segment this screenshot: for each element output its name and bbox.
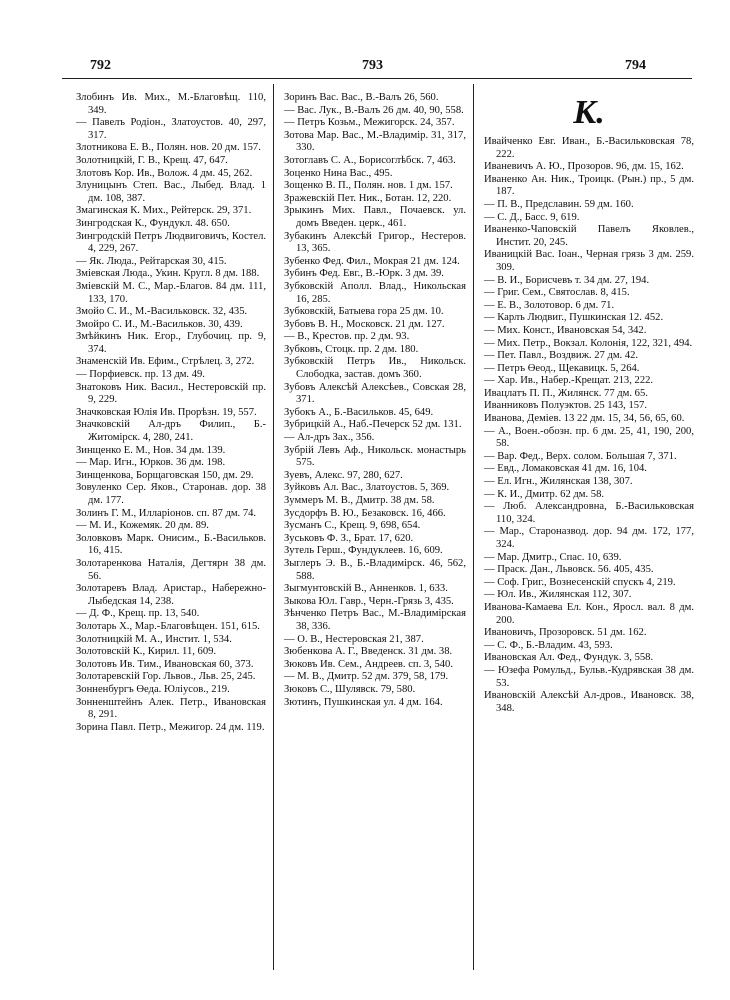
directory-entry: Золовковъ Марк. Онисим., Б.-Васильков. 16, 415.	[76, 532, 266, 557]
directory-entry: Зрыкинъ Мих. Павл., Почаевск. ул. домъ Введен. церк., 461.	[284, 205, 466, 229]
column-divider-2	[473, 84, 474, 970]
directory-entry: Золотницкій М. А., Инстит. 1, 534.	[76, 633, 232, 645]
directory-entry: Зоринъ Вас. Вас., В.-Валъ 26, 560.	[284, 92, 439, 103]
directory-entry: Злобинъ Ив. Мих., М.-Благовѣщ. 110, 349.	[76, 92, 266, 116]
directory-entry: Зѣнченко Петръ Вас., М.-Владимірская 38, 336.	[284, 608, 466, 632]
directory-entry: Змагинская К. Мих., Рейтерск. 29, 371.	[76, 205, 252, 217]
directory-entry: Иваненко-Чаповскій Павелъ Яковлев., Инстит. 20, 245.	[484, 224, 694, 248]
directory-entry: — Люб. Александровна, Б.-Васильковская 110, 324.	[484, 501, 694, 525]
directory-entry: Ивановскій Алексѣй Ал-дров., Ивановск. 38, 348.	[484, 690, 694, 714]
directory-entry: Золотницкій, Г. В., Крещ. 47, 647.	[76, 154, 228, 166]
directory-entry: Зубенко Фед. Фил., Мокрая 21 дм. 124.	[284, 255, 460, 267]
directory-entry: — Порфиевск. пр. 13 дм. 49.	[76, 369, 205, 381]
directory-entry: Зюковъ Ив. Сем., Андреев. сп. 3, 540.	[284, 658, 453, 670]
directory-entry: Зотоглавъ С. А., Борисоглѣбск. 7, 463.	[284, 154, 456, 166]
directory-entry: Значковскій Ал-дръ Филип., Б.-Житомірск. 4, 280, 241.	[76, 419, 266, 444]
directory-entry: — Мих. Конст., Ивановская 54, 342.	[484, 324, 647, 336]
directory-entry: — Вас. Лук., В.-Валъ 26 дм. 40, 90, 558.	[284, 104, 464, 116]
directory-entry: — Е. В., Золотовор. 6 дм. 71.	[484, 299, 615, 311]
directory-entry: Зубовъ Алексѣй Алексѣев., Совская 28, 371.	[284, 381, 466, 406]
directory-entry: Зражевскій Пет. Ник., Ботан. 12, 220.	[284, 192, 452, 204]
directory-entry: Золотаревскій Гор. Львов., Льв. 25, 245.	[76, 671, 256, 683]
directory-entry: — М. И., Кожемяк. 20 дм. 89.	[76, 520, 209, 532]
directory-entry: — Ал-дръ Зах., 356.	[284, 432, 375, 444]
directory-entry: Зюбенкова А. Г., Введенск. 31 дм. 38.	[284, 646, 453, 658]
directory-entry: Иванниковъ Полуэктов. 25 143, 157.	[484, 400, 647, 412]
directory-entry: — Мих. Петр., Вокзал. Колонія, 122, 321, 494.	[484, 337, 693, 349]
directory-entry: Значковская Юлія Ив. Прорѣзн. 19, 557.	[76, 406, 257, 418]
directory-entry: Зовуленко Сер. Яков., Старонав. дор. 38 дм. 177.	[76, 482, 266, 506]
column-center	[284, 92, 466, 709]
directory-entry: — П. В., Предславин. 59 дм. 160.	[484, 198, 634, 210]
directory-entry: Зусманъ С., Крещ. 9, 698, 654.	[284, 520, 421, 532]
directory-entry: — Евд., Ломаковская 41 дм. 16, 104.	[484, 463, 647, 475]
directory-entry: Знаменскій Ив. Ефим., Стрѣлец. 3, 272.	[76, 356, 255, 368]
directory-entry: Зинщенко Е. М., Нов. 34 дм. 139.	[76, 444, 226, 456]
directory-entry: — Юл. Ив., Жилянская 112, 307.	[484, 589, 632, 601]
directory-entry: Золинъ Г. М., Илларіонов. сп. 87 дм. 74.	[76, 507, 257, 519]
header-rule	[62, 78, 692, 79]
directory-entry: Зонненштейнъ Алек. Петр., Ивановская 8, 291.	[76, 696, 266, 721]
directory-entry: — В., Крестов. пр. 2 дм. 93.	[284, 331, 410, 343]
directory-entry: — Карлъ Людвиг., Пушкинская 12. 452.	[484, 312, 664, 324]
directory-entry: Золотарь Х., Мар.-Благовѣщен. 151, 615.	[76, 620, 260, 632]
directory-entry: — С. Ф., Б.-Владим. 43, 593.	[484, 639, 613, 651]
directory-entry: — К. И., Дмитр. 62 дм. 58.	[484, 488, 605, 500]
directory-entry: Злотникова Е. В., Полян. нов. 20 дм. 157.	[76, 142, 261, 154]
directory-entry: Зуськовъ Ф. З., Брат. 17, 620.	[284, 532, 414, 544]
directory-entry: — Ел. Игн., Жилянская 138, 307.	[484, 476, 633, 488]
directory-entry: — О. В., Нестеровская 21, 387.	[284, 633, 424, 645]
directory-entry: Зютинъ, Пушкинская ул. 4 дм. 164.	[284, 696, 443, 708]
directory-entry: — С. Д., Басс. 9, 619.	[484, 211, 580, 223]
directory-entry: Зюковъ С., Шулявск. 79, 580.	[284, 683, 416, 695]
directory-entry: — Праск. Дан., Львовск. 56. 405, 435.	[484, 564, 654, 576]
page-number-right: 794	[625, 58, 646, 73]
directory-entry: Ивановичъ, Прозоровск. 51 дм. 162.	[484, 627, 647, 639]
directory-entry: — М. В., Дмитр. 52 дм. 379, 58, 179.	[284, 671, 449, 683]
directory-entry: Золотаревъ Влад. Аристар., Набережно-Лыбедская 14, 238.	[76, 583, 266, 607]
directory-entry: — Пет. Павл., Воздвиж. 27 дм. 42.	[484, 350, 639, 362]
directory-entry: Золотовъ Ив. Тим., Ивановская 60, 373.	[76, 658, 254, 670]
directory-entry: Зубрій Левъ Аф., Никольск. монастырь 575.	[284, 444, 466, 469]
directory-entry: Зоценко Нина Вас., 495.	[284, 167, 393, 179]
directory-entry: Зубковъ, Стоцк. пр. 2 дм. 180.	[284, 343, 419, 355]
directory-entry: Зыгмунтовскій В., Анненков. 1, 633.	[284, 583, 448, 595]
directory-entry: Зубокъ А., Б.-Васильков. 45, 649.	[284, 406, 434, 418]
directory-entry: Зусдорфъ В. Ю., Безаковск. 16, 466.	[284, 507, 446, 519]
column-right	[484, 92, 694, 715]
directory-entry: — Мар. Игн., Юрков. 36 дм. 198.	[76, 457, 226, 469]
directory-entry: Знатоковъ Ник. Васил., Нестеровскій пр. 9, 229.	[76, 381, 266, 406]
directory-entry: Зуммеръ М. В., Дмитр. 38 дм. 58.	[284, 495, 435, 506]
directory-entry: — Хар. Ив., Набер.-Крещат. 213, 222.	[484, 375, 654, 387]
directory-entry: Зміевская Люда., Укин. Кругл. 8 дм. 188.	[76, 268, 260, 280]
directory-entry: — Мар. Дмитр., Спас. 10, 639.	[484, 551, 622, 563]
directory-entry: Зубовъ В. Н., Московск. 21 дм. 127.	[284, 318, 445, 330]
directory-entry: Зингродская К., Фундукл. 48. 650.	[76, 217, 230, 229]
directory-entry: Зубковскій, Батыева гора 25 дм. 10.	[284, 306, 444, 318]
directory-entry: Зубковскій Петръ Ив., Никольск. Слободка, застав. домъ 360.	[284, 356, 466, 381]
directory-entry: — Вар. Фед., Верх. солом. Большая 7, 371.	[484, 450, 677, 462]
directory-entry: Зыглеръ Э. В., Б.-Владимірск. 46, 562, 588.	[284, 557, 466, 582]
directory-entry: Злотовъ Кор. Ив., Волож. 4 дм. 45, 262.	[76, 167, 253, 179]
directory-entry: Иваненко Ан. Ник., Троицк. (Рын.) пр., 5 дм. 187.	[484, 173, 694, 198]
directory-entry: — Мар., Староназвод. дор. 94 дм. 172, 177, 324.	[484, 526, 694, 550]
directory-entry: Зорина Павл. Петр., Межигор. 24 дм. 119.	[76, 721, 265, 733]
directory-entry: Ивайченко Евг. Иван., Б.-Васильковская 78, 222.	[484, 136, 694, 160]
directory-entry: Зощенко В. П., Полян. нов. 1 дм. 157.	[284, 180, 453, 192]
directory-entry: Зингродскій Петръ Людвиговичъ, Костел. 4, 229, 267.	[76, 230, 266, 255]
directory-entry: Иванова, Деміев. 13 22 дм. 15, 34, 56, 65, 60.	[484, 413, 685, 425]
section-letter: К.	[573, 94, 605, 131]
directory-entry: — В. И., Борисчевъ т. 34 дм. 27, 194.	[484, 274, 650, 286]
directory-entry: Зутель Герш., Фундуклеев. 16, 609.	[284, 545, 443, 557]
directory-entry: Зубковскій Аполл. Влад., Никольская 16, 285.	[284, 280, 466, 305]
directory-entry: Зонненбургъ Өеда. Юліусов., 219.	[76, 683, 230, 695]
page-number-left: 792	[90, 58, 111, 73]
directory-entry: — Павелъ Родіон., Златоустов. 40, 297, 317.	[76, 117, 266, 141]
directory-entry: Ивацлатъ П. П., Жилянск. 77 дм. 65.	[484, 387, 648, 399]
directory-entry: — А., Воен.-обозн. пр. 6 дм. 25, 41, 190, 200, 58.	[484, 425, 694, 450]
directory-entry: Змойо С. И., М.-Васильковск. 32, 435.	[76, 306, 248, 318]
directory-entry: Зміевскій М. С., Мар.-Благов. 84 дм. 111, 133, 170.	[76, 280, 266, 305]
directory-entry: Золотовскій К., Кирил. 11, 609.	[76, 646, 217, 658]
directory-entry: — Петръ Козьм., Межигорск. 24, 357.	[284, 117, 455, 129]
directory-entry: Змѣйкинъ Ник. Егор., Глубочиц. пр. 9, 374.	[76, 331, 266, 355]
directory-entry: Змойро С. И., М.-Васильков. 30, 439.	[76, 318, 243, 330]
directory-entry: Иваневичъ А. Ю., Прозоров. 96, дм. 15, 162.	[484, 161, 684, 173]
directory-entry: Ивановская Ал. Фед., Фундук. 3, 558.	[484, 652, 654, 664]
directory-entry: Зуйковъ Ал. Вас., Златоустов. 5, 369.	[284, 482, 450, 494]
column-left	[76, 92, 266, 734]
directory-entry: Иванова-Камаева Ел. Кон., Яросл. вал. 8 дм. 200.	[484, 601, 694, 626]
directory-entry: Зыкова Юл. Гавр., Черн.-Грязь 3, 435.	[284, 595, 454, 607]
directory-entry: Зубакинъ Алексѣй Григор., Нестеров. 13, 365.	[284, 230, 466, 255]
directory-entry: — Д. Ф., Крещ. пр. 13, 540.	[76, 608, 200, 620]
directory-entry: Зинщенкова, Борщаговская 150, дм. 29.	[76, 469, 254, 481]
directory-entry: Злуницынъ Степ. Вас., Лыбед. Влад. 1 дм. 108, 387.	[76, 180, 266, 204]
directory-entry: — Соф. Григ., Вознесенскій спускъ 4, 219.	[484, 576, 676, 588]
page-number-center: 793	[362, 58, 383, 73]
directory-entry: — Григ. Сем., Святослав. 8, 415.	[484, 287, 630, 299]
column-divider-1	[273, 84, 274, 970]
directory-entry: — Як. Люда., Рейтарская 30, 415.	[76, 255, 227, 267]
directory-entry: — Юзефа Ромульд., Бульв.-Кудрявская 38 дм. 53.	[484, 664, 694, 689]
directory-entry: Зубрицкій А., Наб.-Печерск 52 дм. 131.	[284, 419, 462, 431]
directory-entry: Зуевъ, Алекс. 97, 280, 627.	[284, 469, 403, 481]
directory-entry: Золотаренкова Наталія, Дегтярн 38 дм. 56.	[76, 557, 266, 582]
directory-entry: Зубинъ Фед. Евг., В.-Юрк. 3 дм. 39.	[284, 268, 444, 280]
directory-entry: Иваницкій Вас. Іоан., Черная грязь 3 дм. 259. 309.	[484, 249, 694, 273]
directory-entry: Зотова Мар. Вас., М.-Владимір. 31, 317, 330.	[284, 129, 466, 154]
directory-entry: — Петръ Өеод., Щекавицк. 5, 264.	[484, 362, 640, 374]
